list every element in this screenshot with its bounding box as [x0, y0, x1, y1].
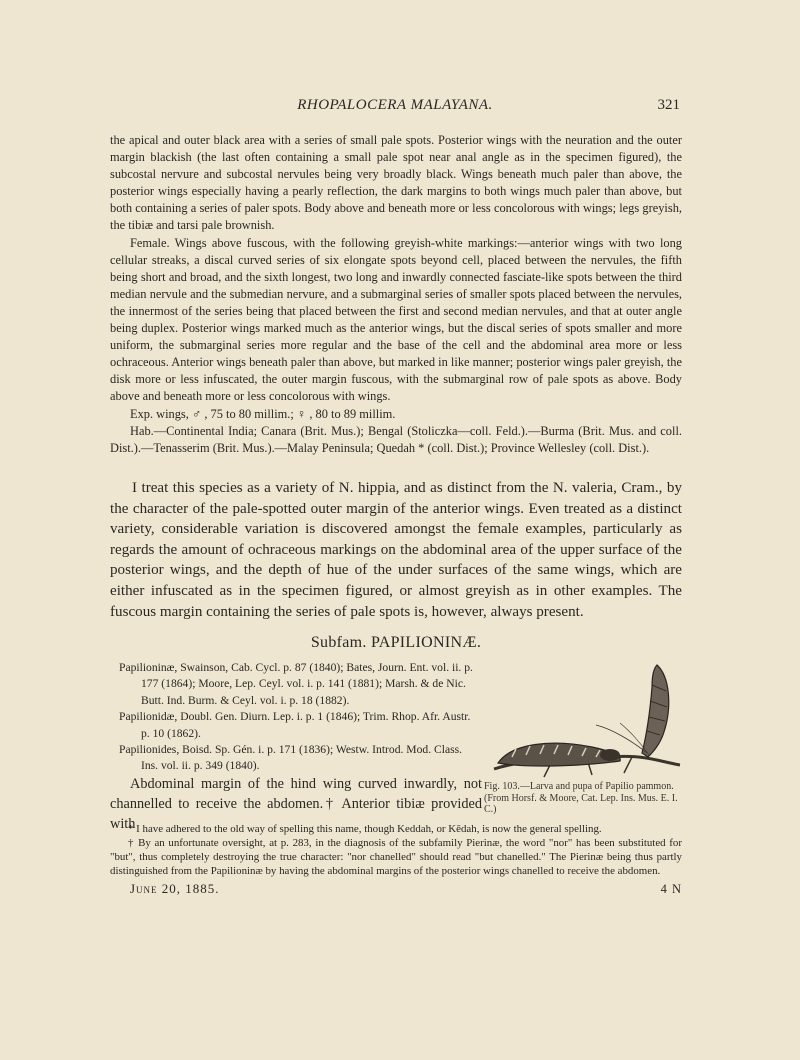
footnotes [110, 822, 682, 878]
description-text [110, 132, 682, 457]
figure-caption: Fig. 103.—Larva and pupa of Papilio pammon. (From Horsf. & Moore, Cat. Lep. Ins. Mus. E. I. C.) [484, 781, 678, 815]
larva-pupa-illustration [492, 657, 682, 782]
issue-date: June 20, 1885. [130, 881, 220, 896]
reference-entry: Papilionidæ, Doubl. Gen. Diurn. Lep. i. p. 1 (1846); Trim. Rhop. Afr. Austr. p. 10 (1862). [119, 710, 471, 740]
description-paragraph: the apical and outer black area with a series of small pale spots. Posterior wings with the neuration and the outer margin blackish (the last often containing a small pale spot near anal angle as in the specimen figured), the subcostal nervure and subcostal nervules being very broadly black. Wings beneath much paler than above, the posterior wings especially having a pearly reflection, the dark margins to both wings much paler than above, but both containing a series of paler spots. Body above and beneath more or less concolorous with wings; legs greyish, the tibiæ and tarsi pale brownish. [110, 133, 682, 233]
signature-mark: 4 N [660, 882, 682, 896]
reference-entry: Papilionides, Boisd. Sp. Gén. i. p. 171 (1836); Westw. Introd. Mod. Class. Ins. vol. ii. p. 349 (1840). [119, 743, 463, 773]
female-paragraph: Female. Wings above fuscous, with the following greyish-white markings:—anterior wings with two long cellular streaks, a discal curved series of six elongate spots beyond cell, placed between the nervules, the fifth being short and broad, and the sixth longest, two long and inwardly connected fasciate-like spots between the third median nervule and the submedian nervure, and a submarginal series of smaller spots placed between the nervules, the innermost of the series being that placed between the first and second median nervules, and that at outer angle being duplex. Posterior wings marked much as the anterior wings, but the discal series of spots smaller and more uniform, the submarginal series more regular and the base of the cell and the abdominal area more or less ochraceous. Anterior wings beneath paler than above, but marked in like manner; posterior wings paler greyish, the disk more or less infuscated, the outer margin fuscous, with the submarginal row of pale spots as above. Body above and beneath more or less concolorous with wings. [110, 235, 682, 404]
running-head [110, 97, 680, 119]
page-number: 321 [657, 97, 680, 113]
running-title: RHOPALOCERA MALAYANA. [297, 97, 493, 113]
reference-entry: Papilioninæ, Swainson, Cab. Cycl. p. 87 (1840); Bates, Journ. Ent. vol. ii. p. 177 (1864); Moore, Lep. Ceyl. vol. i. p. 141 (1881); Marsh. & de Nic. Butt. Ind. Burm. & Ceyl. vol. i. p. 18 (1882). [119, 661, 473, 707]
remarks-paragraph: I treat this species as a variety of N. hippia, and as distinct from the N. valeria, Cram., by the character of the pale-spotted outer margin of the anterior wings. Even treated as a distinct variety, considerable variation is discovered amongst the female examples, particularly as regards the amount of ochraceous markings on the abdominal area of the upper surface of the posterior wings, and the depth of hue of the under surfaces of the same wings, which are either infuscated as in the specimen figured, or almost greyish as in other examples. The fuscous margin containing the series of pale spots is, however, always present. [110, 480, 682, 620]
abdominal-paragraph: Abdominal margin of the hind wing curved inwardly, not channelled to receive the abdomen.† Anterior tibiæ provided with [110, 776, 482, 832]
footnote: * I have adhered to the old way of spelling this name, though Keddah, or Kēdah, is now the general spelling. [128, 823, 602, 835]
expanse-line: Exp. wings, ♂ , 75 to 80 millim.; ♀ , 80 to 89 millim. [130, 406, 396, 421]
subfamily-references [119, 660, 479, 775]
subfamily-heading: Subfam. PAPILIONINÆ. [310, 634, 482, 651]
footnote: † By an unfortunate oversight, at p. 283, in the diagnosis of the subfamily Pierinæ, the word "nor" has been substituted for "but", thus completely destroying the true character: "nor chanelled" should read "but chanelled." The Pierinæ being thus partly distinguished from the Papilioninæ by having the abdominal margins of the posterior wings chanelled to receive the abdomen. [110, 837, 682, 878]
habitat-paragraph: Hab.—Continental India; Canara (Brit. Mus.); Bengal (Stoliczka—coll. Feld.).—Burma (Brit. Mus. and coll. Dist.).—Tenasserim (Brit. Mus.).—Malay Peninsula; Quedah * (coll. Dist.); Province Wellesley (coll. Dist.). [110, 423, 682, 455]
remarks-text [110, 478, 682, 622]
